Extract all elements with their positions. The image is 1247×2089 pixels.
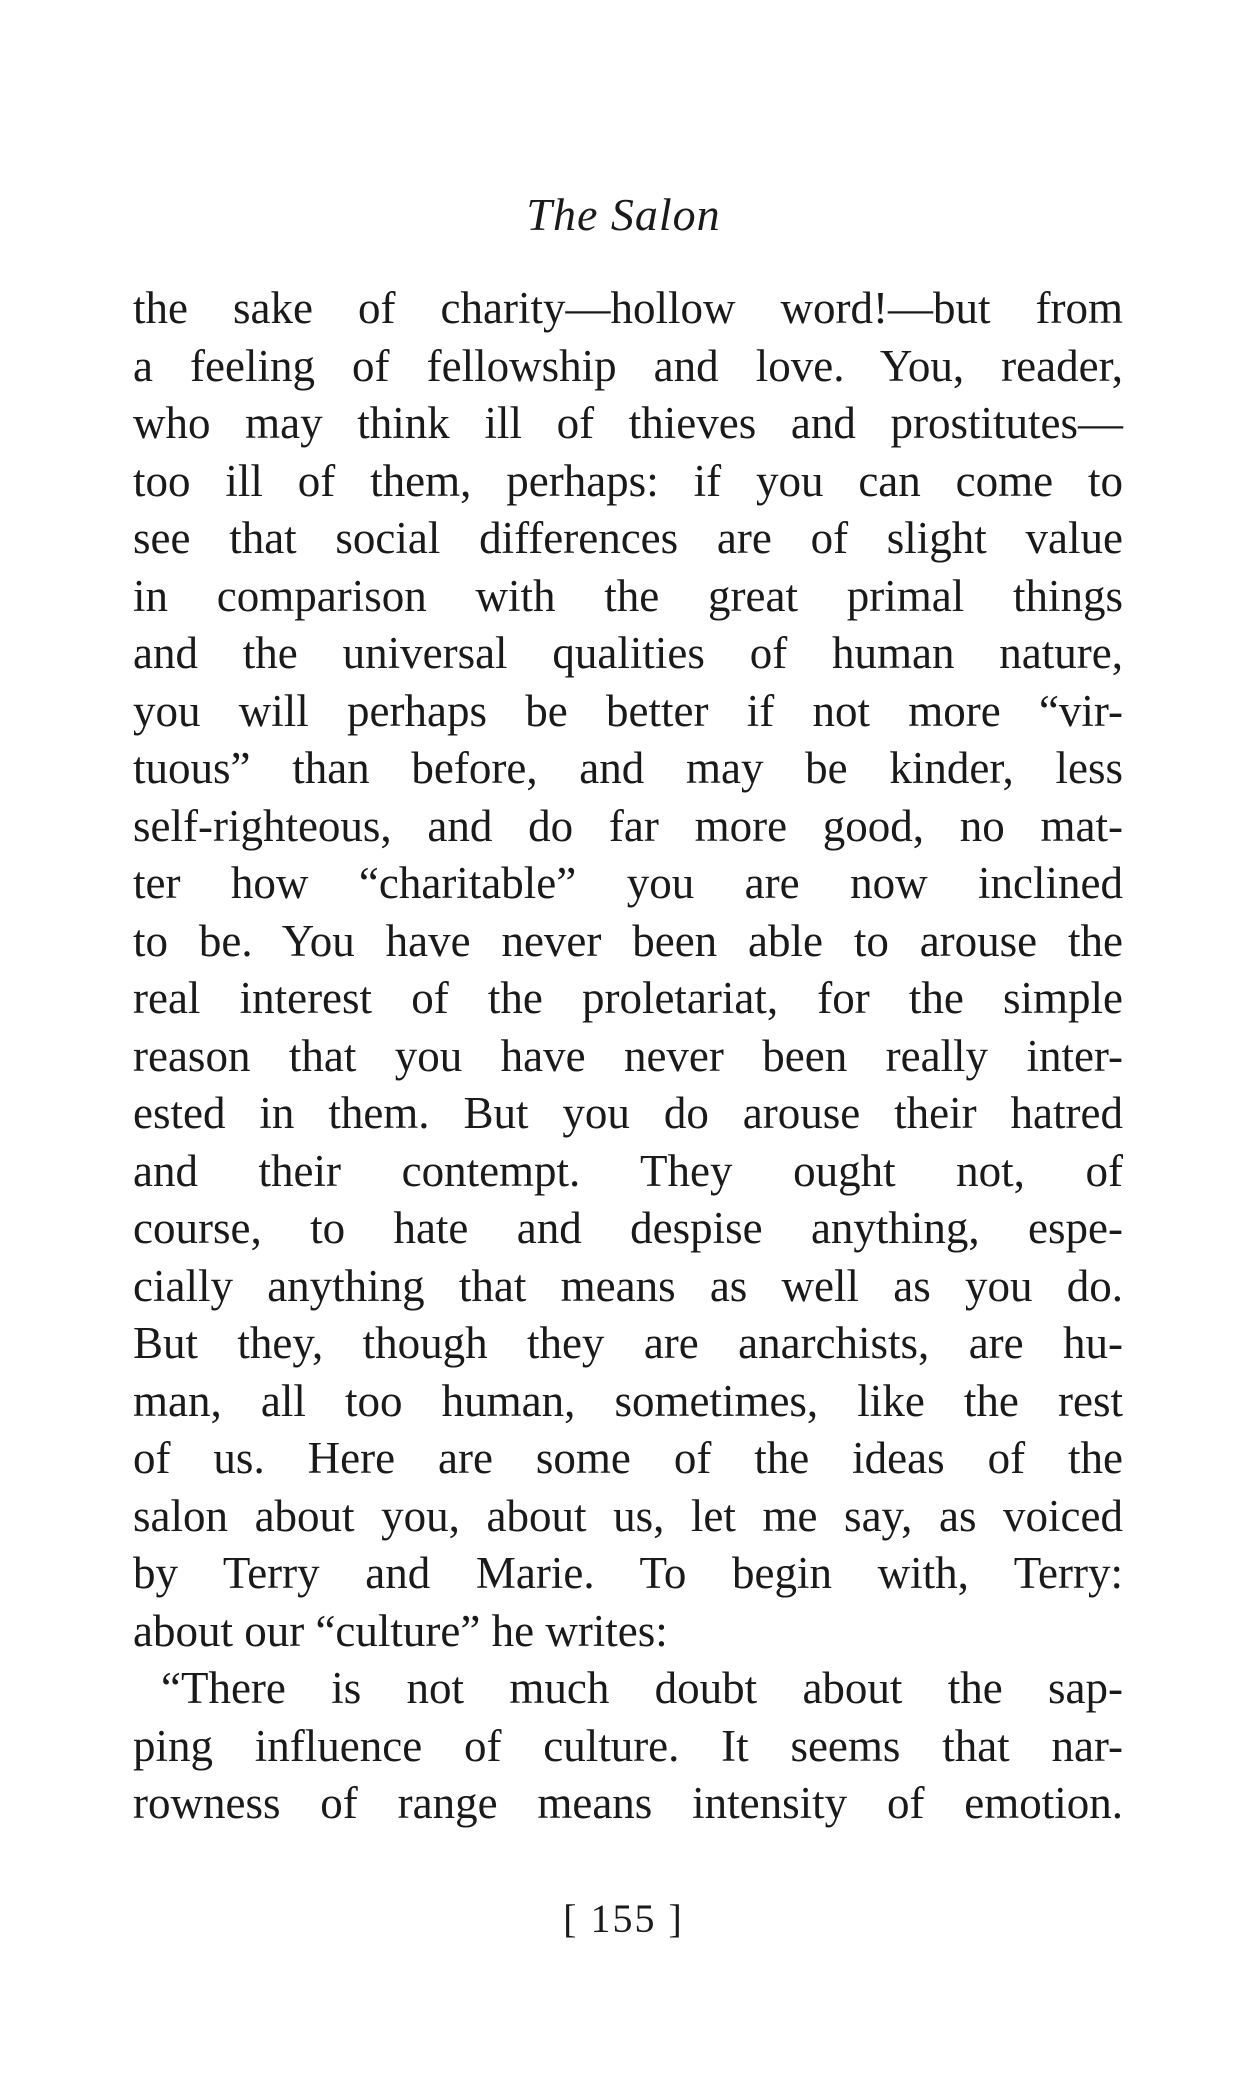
page-number: [ 155 ] [563, 1896, 684, 1941]
text-line: course, to hate and despise anything, espe- [133, 1203, 1123, 1253]
body-text [133, 280, 1123, 1833]
text-line: salon about you, about us, let me say, as voiced [133, 1490, 1123, 1541]
text-line: in comparison with the great primal things [133, 570, 1123, 621]
text-line: of us. Here are some of the ideas of the [133, 1433, 1123, 1483]
text-line: a feeling of fellowship and love. You, reader, [133, 340, 1123, 391]
paragraph-2 [133, 1660, 1123, 1833]
text-line: about our “culture” he writes: [133, 1605, 668, 1656]
text-line: tuous” than before, and may be kinder, less [133, 743, 1123, 793]
text-line: ter how “charitable” you are now inclined [133, 858, 1123, 908]
text-line: “There is not much doubt about the sap- [161, 1663, 1123, 1713]
text-line: ested in them. But you do arouse their hatred [133, 1088, 1123, 1138]
text-line: who may think ill of thieves and prostitutes— [133, 398, 1123, 448]
text-line: the sake of charity—hollow word!—but from [133, 283, 1123, 333]
running-head: The Salon [526, 189, 721, 240]
paragraph-1 [133, 280, 1123, 1660]
text-line: you will perhaps be better if not more “vir- [133, 685, 1123, 736]
text-line: But they, though they are anarchists, are hu- [133, 1318, 1123, 1368]
text-line: and the universal qualities of human nature, [133, 628, 1123, 678]
text-line: man, all too human, sometimes, like the rest [133, 1375, 1123, 1426]
text-line: self-righteous, and do far more good, no mat- [133, 800, 1123, 851]
text-line: reason that you have never been really inter- [133, 1030, 1123, 1081]
text-line: to be. You have never been able to arouse the [133, 915, 1123, 966]
text-line: cially anything that means as well as you do. [133, 1260, 1123, 1311]
text-line: too ill of them, perhaps: if you can come to [133, 455, 1123, 506]
text-line: ping influence of culture. It seems that nar- [133, 1720, 1123, 1771]
text-line: see that social differences are of slight value [133, 513, 1123, 563]
text-line: real interest of the proletariat, for the simple [133, 973, 1123, 1023]
text-line: by Terry and Marie. To begin with, Terry: [133, 1548, 1123, 1598]
text-line: and their contempt. They ought not, of [133, 1145, 1123, 1196]
text-line: rowness of range means intensity of emotion. [133, 1778, 1123, 1828]
